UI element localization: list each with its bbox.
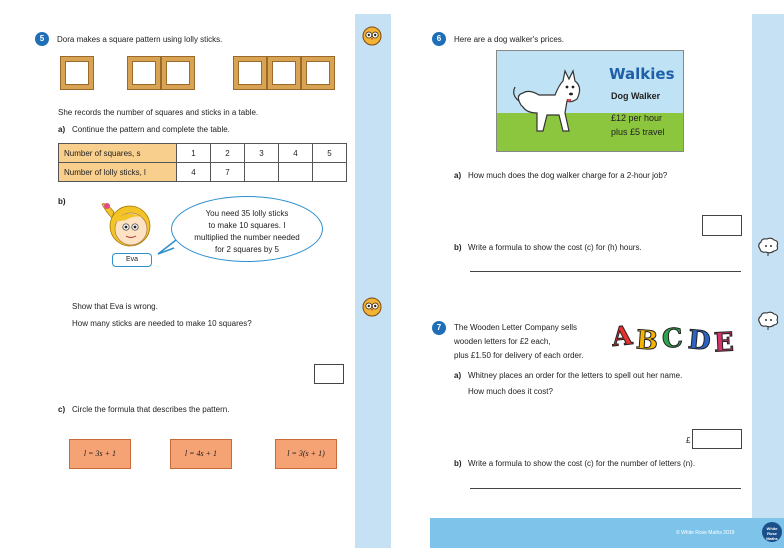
table-answer-cell[interactable] (279, 163, 313, 182)
table-cell: 4 (279, 144, 313, 163)
table-cell: 2 (211, 144, 245, 163)
formula-option-card[interactable]: l = 3s + 1 (69, 439, 131, 469)
question-number-badge: 7 (432, 321, 446, 335)
q6-part-a-text: How much does the dog walker charge for a 2-hour job? (468, 171, 668, 180)
eva-character-icon (100, 198, 158, 254)
dog-icon (511, 65, 589, 141)
question-number-badge: 6 (432, 32, 446, 46)
formula-option-card[interactable]: l = 4s + 1 (170, 439, 232, 469)
brain-icon (756, 237, 780, 257)
q5-show-text: Show that Eva is wrong. (72, 302, 158, 311)
table-header-sticks: Number of lolly sticks, l (59, 163, 177, 182)
right-page-side-strip (752, 14, 784, 518)
lolly-square (302, 57, 334, 89)
q6a-answer-box[interactable] (702, 215, 742, 236)
bubble-line: multiplied the number needed (194, 233, 300, 242)
q7-part-b-label: b) (454, 459, 462, 468)
bubble-line: You need 35 lolly sticks (205, 209, 289, 218)
q7-intro-line: The Wooden Letter Company sells (454, 323, 578, 332)
dog-walker-advert (496, 50, 684, 152)
q5-part-a-text: Continue the pattern and complete the table. (72, 125, 230, 134)
bubble-line: to make 10 squares. I (208, 221, 286, 230)
wooden-letter: C (660, 323, 684, 355)
formula-option-card[interactable]: l = 3(s + 1) (275, 439, 337, 469)
q5-part-a-label: a) (58, 125, 66, 134)
wooden-letter: A (610, 321, 634, 353)
logo-text: Rose (767, 531, 777, 536)
advert-title: Walkies (609, 65, 675, 83)
wooden-letter: B (634, 325, 660, 357)
bubble-line: for 2 squares by 5 (214, 245, 280, 254)
lolly-square (128, 57, 160, 89)
q6-part-b-label: b) (454, 243, 462, 252)
table-answer-cell[interactable] (245, 163, 279, 182)
speech-bubble-text (178, 208, 316, 256)
q5-records-text: She records the number of squares and sticks in a table. (58, 108, 259, 117)
q7-intro-line: wooden letters for £2 each, (454, 337, 551, 346)
table-row (59, 144, 347, 163)
q7b-answer-line[interactable] (470, 488, 741, 489)
q5-part-b-label: b) (58, 197, 66, 206)
currency-label: £ (686, 436, 691, 445)
q7-intro-line: plus £1.50 for delivery of each order. (454, 351, 584, 360)
white-rose-maths-logo (762, 522, 782, 542)
lolly-square (61, 57, 93, 89)
lolly-square (268, 57, 300, 89)
table-header-squares: Number of squares, s (59, 144, 177, 163)
advert-price-hourly: £12 per hour (611, 113, 663, 123)
wooden-letter: D (686, 325, 712, 357)
speech-bubble-tail (156, 238, 178, 256)
table-cell: 7 (211, 163, 245, 182)
advert-subtitle: Dog Walker (611, 91, 661, 101)
advert-price-travel: plus £5 travel (611, 127, 665, 137)
character-name-tag: Eva (112, 253, 152, 267)
squares-sticks-table (58, 143, 347, 182)
q5-intro: Dora makes a square pattern using lolly sticks. (57, 35, 223, 44)
q6-intro: Here are a dog walker's prices. (454, 35, 565, 44)
question-number-badge: 5 (35, 32, 49, 46)
q7a-answer-box[interactable] (692, 429, 742, 449)
left-page-side-strip (355, 14, 391, 548)
table-row (59, 163, 347, 182)
q7-part-a-label: a) (454, 371, 462, 380)
brain-icon (756, 311, 780, 331)
q5-part-c-label: c) (58, 405, 66, 414)
q6b-answer-line[interactable] (470, 271, 741, 272)
owl-icon (362, 297, 382, 317)
logo-text: Maths (766, 536, 778, 541)
table-cell: 4 (177, 163, 211, 182)
logo-text: White (766, 526, 778, 531)
q5b-answer-box[interactable] (314, 364, 344, 384)
q7-part-a-text: How much does it cost? (468, 387, 553, 396)
q7-part-a-text: Whitney places an order for the letters to spell out her name. (468, 371, 683, 380)
table-cell: 5 (313, 144, 347, 163)
footer-copyright: © White Rose Maths 2019 (676, 530, 735, 536)
lolly-square (234, 57, 266, 89)
table-answer-cell[interactable] (313, 163, 347, 182)
owl-icon (362, 26, 382, 46)
table-cell: 3 (245, 144, 279, 163)
q6-part-b-text: Write a formula to show the cost (c) for (h) hours. (468, 243, 642, 252)
q6-part-a-label: a) (454, 171, 462, 180)
table-cell: 1 (177, 144, 211, 163)
lolly-square (162, 57, 194, 89)
q7-part-b-text: Write a formula to show the cost (c) for the number of letters (n). (468, 459, 696, 468)
q5-how-many-text: How many sticks are needed to make 10 squares? (72, 319, 252, 328)
wooden-letter: E (713, 327, 735, 359)
q5-part-c-text: Circle the formula that describes the pattern. (72, 405, 230, 414)
